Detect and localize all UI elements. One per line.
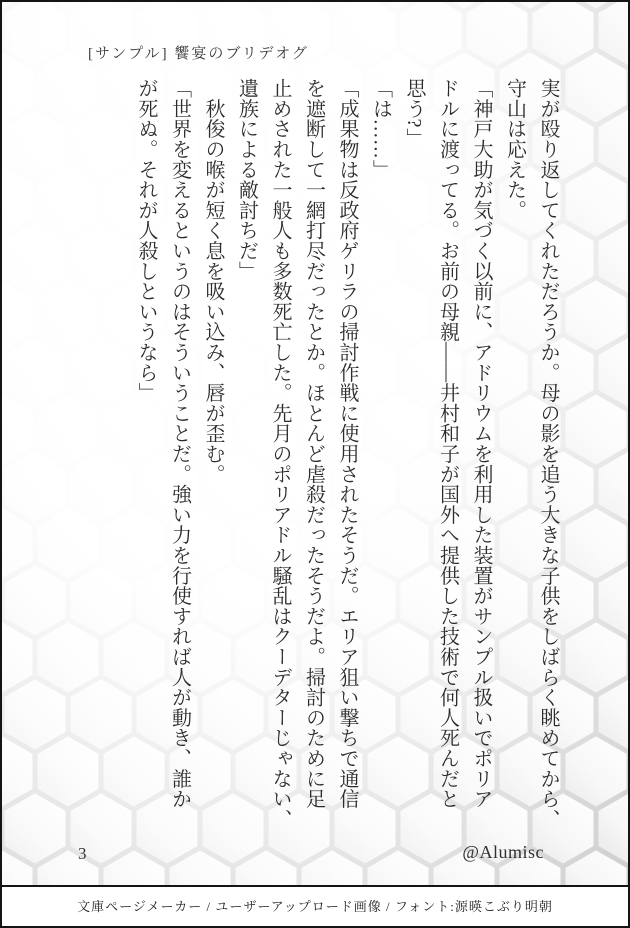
text-line: 「は……」 [369,78,392,180]
page-title: [サンプル] 饗宴のブリデオグ [88,46,309,62]
text-line: 思う?」 [403,78,425,149]
vertical-text-body [129,78,565,832]
author-handle: @Alumisc [462,842,544,862]
page-number: 3 [78,844,87,863]
page-header [88,42,309,63]
text-line: が死ぬ。それが人殺しというなら」 [135,78,157,403]
text-line: 秋俊の喉が短く息を吸い込み、唇が歪む。 [202,78,224,484]
credit-text: 文庫ページメーカー / ユーザーアップロード画像 / フォント:源暎こぶり明朝 [77,899,553,914]
text-line: 守山は応えた。 [503,78,526,221]
text-line: 「成果物は反政府ゲリラの掃討作戦に使用されたそうだ。エリア狙い撃ちで通信 [336,78,358,809]
text-line: ドルに渡ってる。お前の母親――井村和子が国外へ提供した技術で何人死んだと [436,78,459,809]
text-line: 実が殴り返してくれただろうか。母の影を追う大きな子供をしばらく眺めてから、 [537,78,559,830]
credit-strip [2,885,628,924]
text-line: を遮断して一網打尽だったとか。ほとんど虐殺だったそうだよ。掃討のために足 [302,78,325,809]
text-line: 遺族による敵討ちだ」 [235,78,258,281]
text-line: 「世界を変えるというのはそういうことだ。強い力を行使すれば人が動き、誰か [168,78,191,809]
novel-page [2,2,628,885]
text-line: 止めされた一般人も多数死亡した。先月のポリアドル騒乱はクーデターじゃない、 [269,78,291,830]
text-line: 「神戸大助が気づく以前に、アドリウムを利用した装置がサンプル扱いでポリア [470,78,492,809]
